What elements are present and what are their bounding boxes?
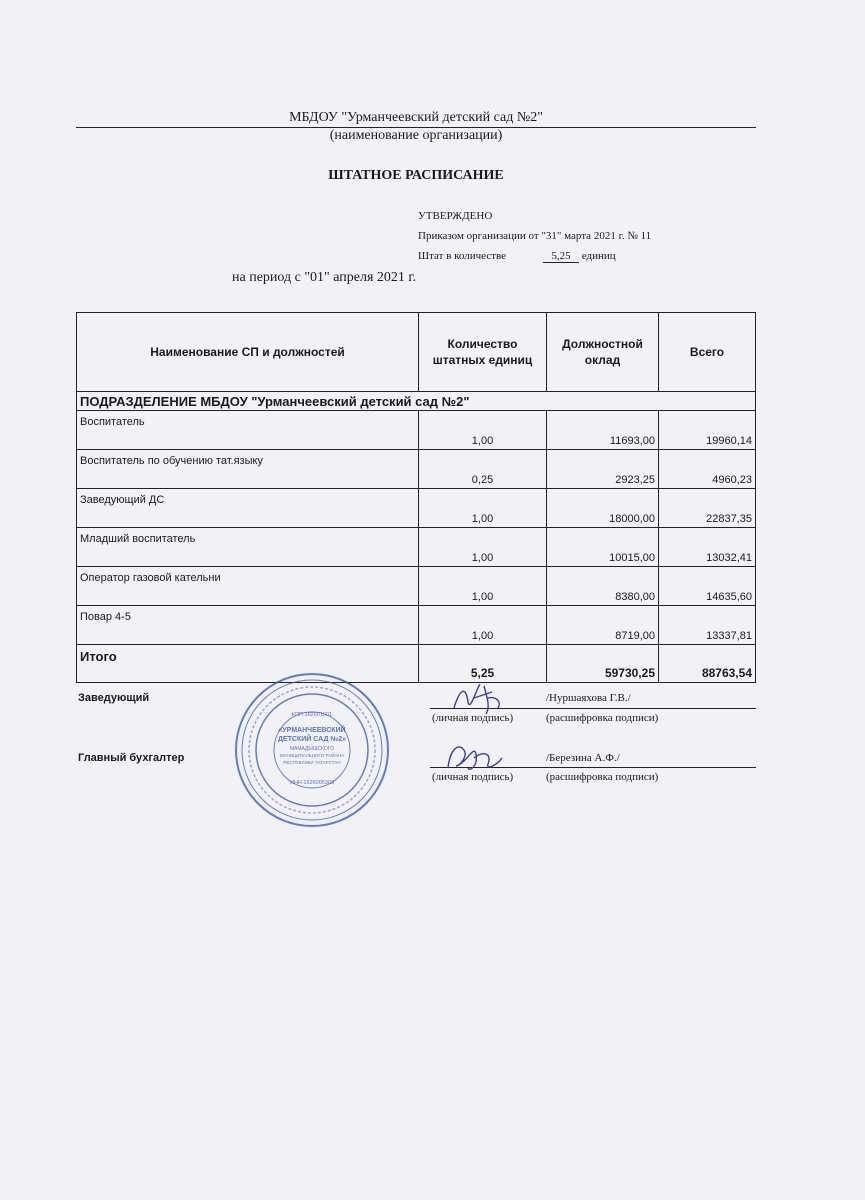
stamp-text-line3: МАМАДЫШСКОГО (289, 746, 335, 752)
signature-name-head: /Нуршаяхова Г.В./ (546, 692, 631, 704)
position-total: 19960,14 (659, 411, 756, 450)
position-count: 1,00 (419, 528, 547, 567)
position-salary: 2923,25 (547, 450, 659, 489)
position-name: Младший воспитатель (77, 528, 419, 567)
department-name: ПОДРАЗДЕЛЕНИЕ МБДОУ "Урманчеевский детский сад №2" (77, 392, 756, 411)
table-row (77, 450, 756, 489)
position-salary: 10015,00 (547, 528, 659, 567)
signature-title-head: Заведующий (78, 692, 150, 704)
position-count: 1,00 (419, 606, 547, 645)
position-total: 14635,60 (659, 567, 756, 606)
totals-count: 5,25 (419, 645, 547, 683)
staff-count (418, 250, 616, 263)
signature-caption-accountant: (личная подпись) (432, 771, 514, 783)
header-name: Наименование СП и должностей (77, 313, 419, 392)
table-header-row (77, 313, 756, 392)
position-salary: 8380,00 (547, 567, 659, 606)
stamp-inn: ИНН 1626005303 (289, 780, 335, 786)
position-count: 1,00 (419, 567, 547, 606)
stamp-text-line1: «УРМАНЧЕЕВСКИЙ (278, 727, 346, 734)
stamp-text-line4: МУНИЦИПАЛЬНОГО РАЙОНА (279, 753, 345, 758)
header-salary (547, 313, 659, 392)
position-count: 1,00 (419, 411, 547, 450)
position-name: Заведующий ДС (77, 489, 419, 528)
position-name: Оператор газовой кательни (77, 567, 419, 606)
table-row (77, 489, 756, 528)
position-count: 0,25 (419, 450, 547, 489)
position-total: 22837,35 (659, 489, 756, 528)
name-caption-head: (расшифровка подписи) (546, 712, 659, 724)
name-caption-accountant: (расшифровка подписи) (546, 771, 659, 783)
totals-salary: 59730,25 (547, 645, 659, 683)
stamp-text-line5: РЕСПУБЛИКИ ТАТАРСТАН (283, 760, 341, 765)
position-salary: 18000,00 (547, 489, 659, 528)
signature-scribble-accountant (440, 736, 510, 776)
position-total: 13032,41 (659, 528, 756, 567)
stamp-text-line2: ДЕТСКИЙ САД №2» (278, 736, 346, 743)
department-row (77, 392, 756, 411)
signature-scribble-head (448, 678, 508, 718)
position-name: Воспитатель (77, 411, 419, 450)
table-row (77, 411, 756, 450)
document-title: ШТАТНОЕ РАСПИСАНИЕ (328, 168, 504, 183)
position-name: Воспитатель по обучению тат.языку (77, 450, 419, 489)
position-salary: 11693,00 (547, 411, 659, 450)
approval-label: УТВЕРЖДЕНО (418, 210, 493, 222)
staff-count-label: Штат в количестве (418, 250, 507, 262)
header-count-line2: штатных единиц (432, 353, 533, 367)
table-row (77, 567, 756, 606)
staff-count-unit: единиц (581, 250, 616, 262)
header-salary-line2: оклад (584, 353, 621, 367)
organization-name: МБДОУ "Урманчеевский детский сад №2" (289, 110, 543, 125)
approval-order: Приказом организации от "31" марта 2021 г. № 11 (418, 230, 652, 242)
signature-title-accountant: Главный бухгалтер (78, 752, 185, 764)
position-count: 1,00 (419, 489, 547, 528)
staff-table (76, 312, 756, 683)
period-text: на период с "01" апреля 2021 г. (232, 270, 417, 285)
position-name: Повар 4-5 (77, 606, 419, 645)
header-count-line1: Количество (447, 337, 518, 351)
stamp-kpp: КПП 162601001 (291, 712, 333, 718)
totals-row (77, 645, 756, 683)
header-count (419, 313, 547, 392)
totals-label: Итого (77, 645, 419, 683)
position-total: 4960,23 (659, 450, 756, 489)
header-total: Всего (659, 313, 756, 392)
table-row (77, 528, 756, 567)
position-salary: 8719,00 (547, 606, 659, 645)
position-total: 13337,81 (659, 606, 756, 645)
signature-caption-head: (личная подпись) (432, 712, 514, 724)
totals-total: 88763,54 (659, 645, 756, 683)
table-row (77, 606, 756, 645)
staff-count-value: 5,25 (543, 250, 579, 263)
round-stamp (232, 670, 392, 830)
header-salary-line1: Должностной (562, 337, 643, 351)
organization-caption: (наименование организации) (329, 128, 503, 143)
signature-name-accountant: /Березина А.Ф./ (546, 752, 620, 764)
